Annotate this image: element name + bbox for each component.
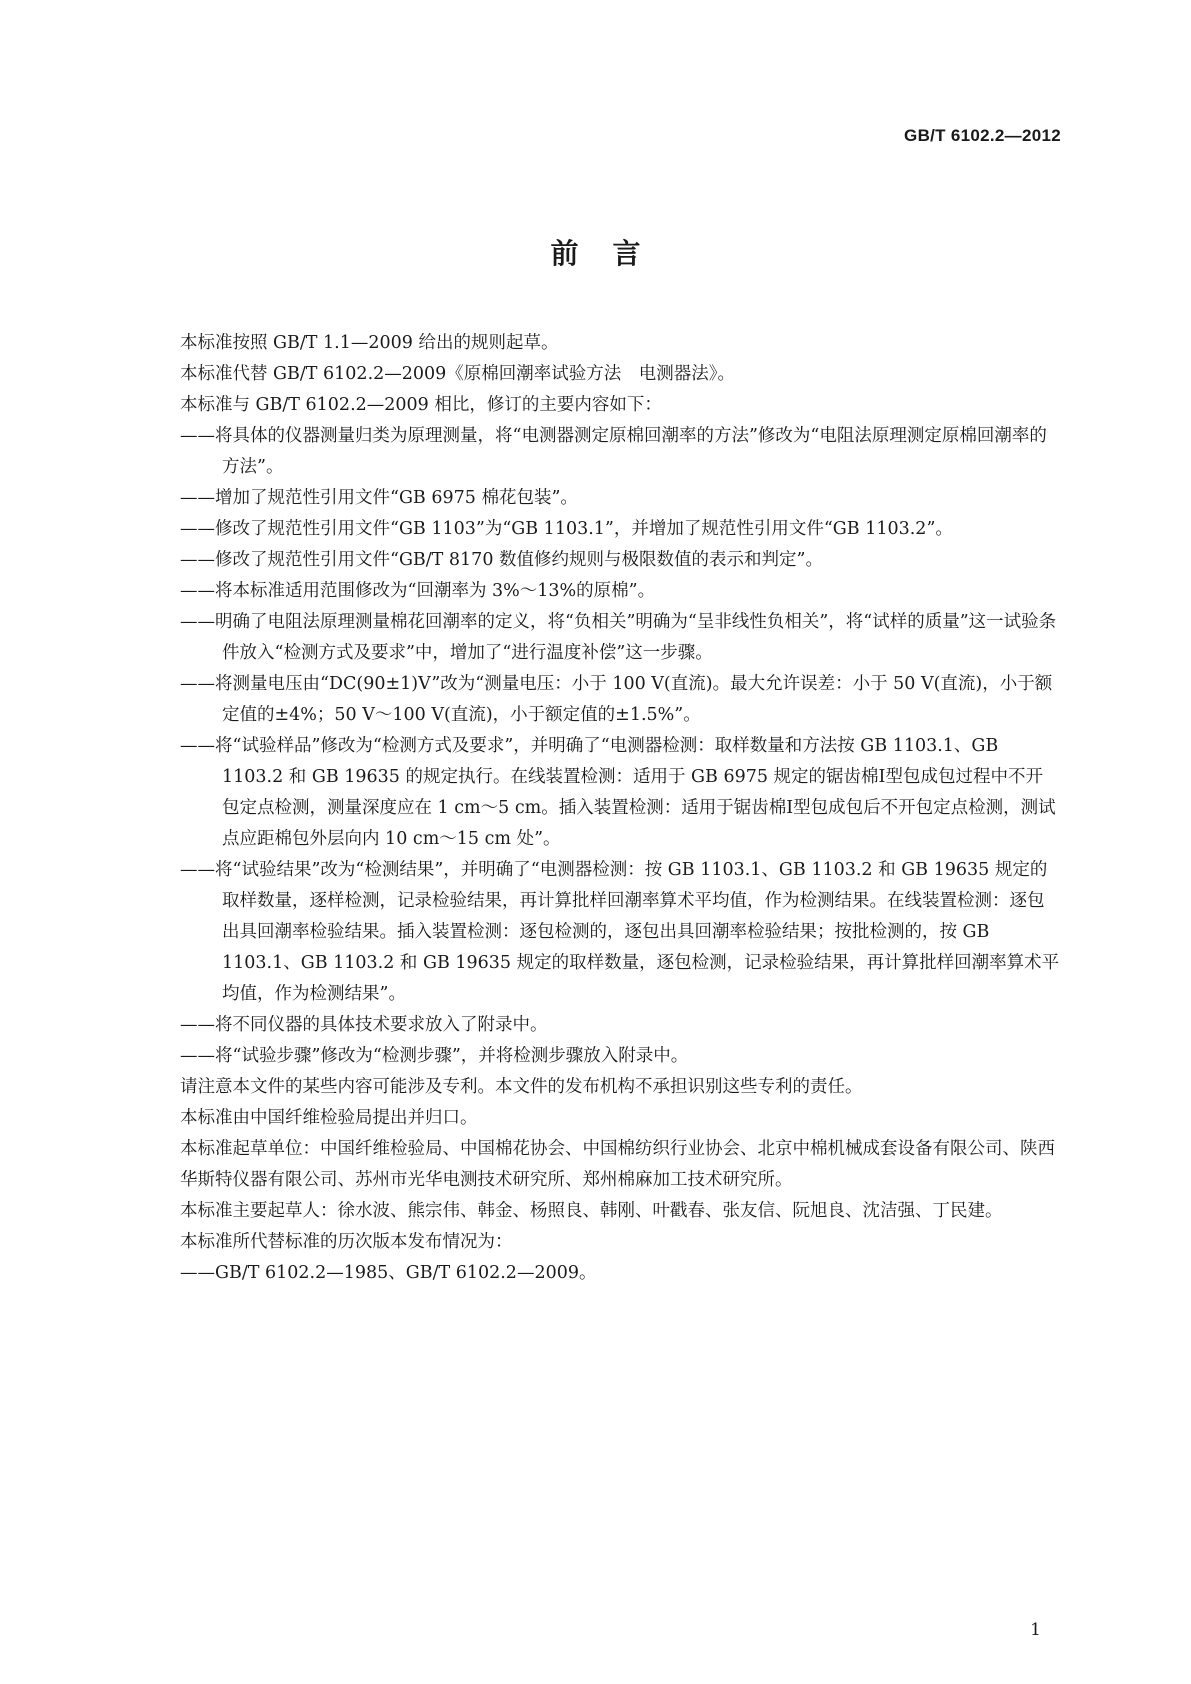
change-text: 将测量电压由“DC(90±1)V”改为“测量电压：小于 100 V(直流)。最大允许误差：小于 50 V(直流)，小于额定值的±4%；50 V～100 V(直流)，小于额定值的±1.5%”。 [215, 674, 1053, 725]
dash-marker: —— [180, 550, 215, 570]
dash-marker: —— [180, 612, 215, 632]
change-item-3 [180, 514, 1060, 545]
change-item-2 [180, 483, 1060, 514]
paragraph-rules: 本标准按照 GB/T 1.1—2009 给出的规则起草。 [180, 333, 559, 353]
change-text: 修改了规范性引用文件“GB/T 8170 数值修约规则与极限数值的表示和判定”。 [215, 550, 823, 570]
change-text: 修改了规范性引用文件“GB 1103”为“GB 1103.1”，并增加了规范性引用文件“GB 1103.2”。 [215, 519, 953, 539]
change-text: 明确了电阻法原理测量棉花回潮率的定义，将“负相关”明确为“呈非线性负相关”，将“试样的质量”这一试验条件放入“检测方式及要求”中，增加了“进行温度补偿”这一步骤。 [215, 612, 1057, 663]
paragraph-history-intro: 本标准所代替标准的历次版本发布情况为： [180, 1232, 513, 1252]
dash-marker: —— [180, 1015, 215, 1035]
change-text: 将具体的仪器测量归类为原理测量，将“电测器测定原棉回潮率的方法”修改为“电阻法原理测定原棉回潮率的方法”。 [215, 426, 1047, 477]
dash-marker: —— [180, 426, 215, 446]
dash-marker: —— [180, 736, 215, 756]
change-text: 增加了规范性引用文件“GB 6975 棉花包装”。 [215, 488, 578, 508]
change-item-8 [180, 731, 1060, 855]
change-item-5 [180, 576, 1060, 607]
page-number: 1 [1030, 1620, 1041, 1640]
change-text: 将本标准适用范围修改为“回潮率为 3%～13%的原棉”。 [215, 581, 656, 601]
change-text: 将“试验结果”改为“检测结果”，并明确了“电测器检测：按 GB 1103.1、GB 1103.2 和 GB 19635 规定的取样数量，逐样检测，记录检验结果，再计算批样回潮率算术平均值，作为检测结果。在线装置检测：逐包出具回潮率检验结果。插入装置检测：逐包检测的，逐包出具回潮率检验结果；按批检测的，按 GB 1103.1、GB 1103.2 和 GB 19635 规定的取样数量，逐包检测，记录检验结果，再计算批样回潮率算术平均值，作为检测结果”。 [215, 860, 1060, 1004]
page-title: 前言 [550, 237, 675, 270]
dash-marker: —— [180, 519, 215, 539]
change-text: 将“试验样品”修改为“检测方式及要求”，并明确了“电测器检测：取样数量和方法按 GB 1103.1、GB 1103.2 和 GB 19635 的规定执行。在线装置检测：适用于 GB 6975 规定的锯齿棉Ⅰ型包成包过程中不开包定点检测，测量深度应在 1 cm～5 cm。插入装置检测：适用于锯齿棉Ⅰ型包成包后不开包定点检测，测试点应距棉包外层向内 10 cm～15 cm 处”。 [215, 736, 1056, 849]
dash-marker: —— [180, 1263, 215, 1283]
paragraph-patent-notice: 请注意本文件的某些内容可能涉及专利。本文件的发布机构不承担识别这些专利的责任。 [180, 1077, 863, 1097]
change-item-6 [180, 607, 1060, 669]
change-text: 将不同仪器的具体技术要求放入了附录中。 [215, 1015, 548, 1035]
change-item-10 [180, 1010, 1060, 1041]
paragraph-drafters: 本标准主要起草人：徐水波、熊宗伟、韩金、杨照良、韩刚、叶戳春、张友信、阮旭良、沈洁强、丁民建。 [180, 1201, 1003, 1221]
paragraph-proposer: 本标准由中国纤维检验局提出并归口。 [180, 1108, 478, 1128]
dash-marker: —— [180, 1046, 215, 1066]
change-text: 将“试验步骤”修改为“检测步骤”，并将检测步骤放入附录中。 [215, 1046, 689, 1066]
history-item [180, 1258, 1060, 1289]
dash-marker: —— [180, 674, 215, 694]
dash-marker: —— [180, 488, 215, 508]
change-item-4 [180, 545, 1060, 576]
paragraph-replaces: 本标准代替 GB/T 6102.2—2009《原棉回潮率试验方法 电测器法》。 [180, 364, 736, 384]
paragraph-changes-intro: 本标准与 GB/T 6102.2—2009 相比，修订的主要内容如下： [180, 395, 662, 415]
dash-marker: —— [180, 860, 215, 880]
change-item-7 [180, 669, 1060, 731]
history-text: GB/T 6102.2—1985、GB/T 6102.2—2009。 [215, 1263, 597, 1283]
paragraph-drafting-units: 本标准起草单位：中国纤维检验局、中国棉花协会、中国棉纺织行业协会、北京中棉机械成套设备有限公司、陕西华斯特仪器有限公司、苏州市光华电测技术研究所、郑州棉麻加工技术研究所。 [180, 1139, 1055, 1190]
standard-code: GB/T 6102.2—2012 [904, 126, 1061, 145]
change-item-1 [180, 421, 1060, 483]
document-body [180, 328, 1060, 1289]
dash-marker: —— [180, 581, 215, 601]
change-item-9 [180, 855, 1060, 1010]
change-item-11 [180, 1041, 1060, 1072]
